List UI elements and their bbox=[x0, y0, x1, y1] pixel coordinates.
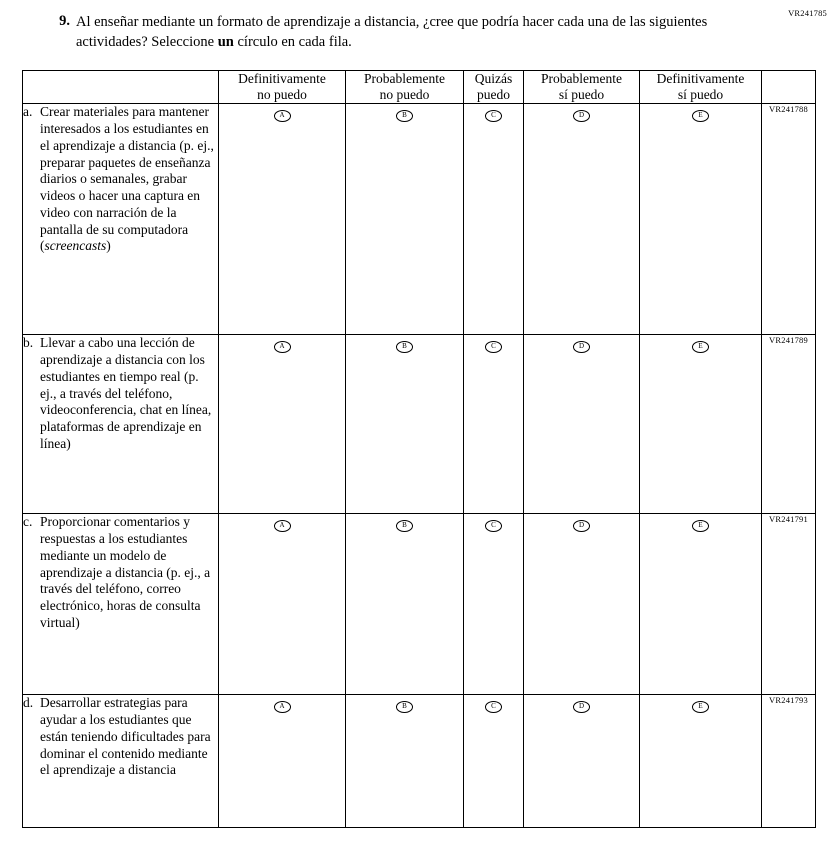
header-id-column bbox=[762, 71, 816, 104]
radio-bubble[interactable]: B bbox=[396, 520, 413, 532]
radio-bubble[interactable]: E bbox=[692, 701, 709, 713]
page-corner-id: VR241785 bbox=[788, 8, 827, 18]
response-matrix bbox=[22, 70, 816, 828]
row-b-id: VR241789 bbox=[762, 335, 816, 514]
question-number: 9. bbox=[59, 13, 70, 29]
row-c-text bbox=[40, 514, 218, 631]
row-a-option-2[interactable] bbox=[346, 104, 464, 335]
row-d-option-4[interactable] bbox=[524, 695, 640, 828]
radio-bubble[interactable]: D bbox=[573, 341, 590, 353]
header-option-1-line2: no puedo bbox=[257, 87, 307, 103]
header-option-3-line2: puedo bbox=[477, 87, 510, 103]
header-option-5-line1: Definitivamente bbox=[656, 71, 745, 86]
row-d-option-3[interactable] bbox=[464, 695, 524, 828]
row-a-text-part1: Crear materiales para mantener interesados a los estudiantes en el aprendizaje a distancia (p. ej., preparar paquetes de enseñanza diarios o semanales, grabar videos o hacer una captura en video con narración de la pantalla de su computadora ( bbox=[40, 104, 214, 254]
radio-bubble[interactable]: B bbox=[396, 701, 413, 713]
header-option-1-line1: Definitivamente bbox=[238, 71, 326, 86]
row-c-option-5[interactable] bbox=[640, 514, 762, 695]
row-b-option-3[interactable] bbox=[464, 335, 524, 514]
header-option-4-line1: Probablemente bbox=[541, 71, 622, 86]
radio-bubble[interactable]: E bbox=[692, 520, 709, 532]
row-d-text-part1: Desarrollar estrategias para ayudar a los estudiantes que están teniendo dificultades para dominar el contenido mediante el aprendizaje a distancia bbox=[40, 695, 211, 778]
radio-bubble[interactable]: D bbox=[573, 110, 590, 122]
header-item-column bbox=[23, 71, 219, 104]
row-a-option-5[interactable] bbox=[640, 104, 762, 335]
radio-bubble[interactable]: D bbox=[573, 520, 590, 532]
radio-bubble[interactable]: C bbox=[485, 520, 502, 532]
row-a-option-4[interactable] bbox=[524, 104, 640, 335]
header-option-3-line1: Quizás bbox=[474, 71, 513, 86]
radio-bubble[interactable]: C bbox=[485, 701, 502, 713]
row-a-text-italic: screencasts bbox=[44, 238, 107, 254]
row-a-option-1[interactable] bbox=[219, 104, 346, 335]
header-option-4 bbox=[524, 71, 640, 104]
row-c-option-2[interactable] bbox=[346, 514, 464, 695]
radio-bubble[interactable]: C bbox=[485, 341, 502, 353]
radio-bubble[interactable]: A bbox=[274, 110, 291, 122]
row-d-option-5[interactable] bbox=[640, 695, 762, 828]
row-d-item bbox=[23, 695, 219, 828]
row-b-text-part1: Llevar a cabo una lección de aprendizaje a distancia con los estudiantes en tiempo real (p. ej., a través del teléfono, videoconferencia, chat en línea, plataformas de aprendizaje en línea) bbox=[40, 335, 212, 451]
radio-bubble[interactable]: E bbox=[692, 341, 709, 353]
header-option-1 bbox=[219, 71, 346, 104]
row-b-option-1[interactable] bbox=[219, 335, 346, 514]
matrix-header-row bbox=[23, 71, 816, 104]
row-a-item bbox=[23, 104, 219, 335]
header-option-2-line2: no puedo bbox=[379, 87, 430, 103]
table-row bbox=[23, 514, 816, 695]
table-row bbox=[23, 695, 816, 828]
radio-bubble[interactable]: A bbox=[274, 520, 291, 532]
header-option-3 bbox=[464, 71, 524, 104]
table-row bbox=[23, 104, 816, 335]
question-text-part1: Al enseñar mediante un formato de aprendizaje a distancia, ¿cree que podría hacer cada una de las siguientes actividades? Seleccione bbox=[76, 14, 708, 50]
row-b-letter: b. bbox=[23, 335, 34, 351]
row-c-text-part1: Proporcionar comentarios y respuestas a los estudiantes mediante un modelo de aprendizaje a distancia (p. ej., a través del teléfono, correo electrónico, horas de consulta virtual) bbox=[40, 514, 211, 630]
header-option-2 bbox=[346, 71, 464, 104]
radio-bubble[interactable]: B bbox=[396, 110, 413, 122]
question-text-part2: círculo en cada fila. bbox=[233, 34, 352, 50]
header-option-5 bbox=[640, 71, 762, 104]
radio-bubble[interactable]: E bbox=[692, 110, 709, 122]
row-d-id: VR241793 bbox=[762, 695, 816, 828]
row-b-option-5[interactable] bbox=[640, 335, 762, 514]
question-block bbox=[48, 12, 748, 52]
question-text bbox=[76, 12, 748, 52]
row-d-text bbox=[40, 695, 218, 779]
row-d-letter: d. bbox=[23, 695, 34, 711]
header-option-5-line2: sí puedo bbox=[677, 87, 724, 103]
row-a-id: VR241788 bbox=[762, 104, 816, 335]
row-a-text-part2: ) bbox=[106, 238, 111, 254]
row-b-text bbox=[40, 335, 218, 452]
row-d-option-1[interactable] bbox=[219, 695, 346, 828]
row-b-option-2[interactable] bbox=[346, 335, 464, 514]
header-option-2-line1: Probablemente bbox=[364, 71, 445, 86]
radio-bubble[interactable]: A bbox=[274, 701, 291, 713]
row-a-text bbox=[40, 104, 218, 255]
row-a-letter: a. bbox=[23, 104, 33, 120]
radio-bubble[interactable]: C bbox=[485, 110, 502, 122]
radio-bubble[interactable]: D bbox=[573, 701, 590, 713]
row-c-option-3[interactable] bbox=[464, 514, 524, 695]
row-b-option-4[interactable] bbox=[524, 335, 640, 514]
row-c-item bbox=[23, 514, 219, 695]
header-option-4-line2: sí puedo bbox=[558, 87, 605, 103]
radio-bubble[interactable]: A bbox=[274, 341, 291, 353]
radio-bubble[interactable]: B bbox=[396, 341, 413, 353]
row-a-option-3[interactable] bbox=[464, 104, 524, 335]
question-text-bold: un bbox=[217, 34, 234, 50]
row-c-option-4[interactable] bbox=[524, 514, 640, 695]
row-b-item bbox=[23, 335, 219, 514]
row-c-letter: c. bbox=[23, 514, 33, 530]
row-d-option-2[interactable] bbox=[346, 695, 464, 828]
table-row bbox=[23, 335, 816, 514]
row-c-id: VR241791 bbox=[762, 514, 816, 695]
row-c-option-1[interactable] bbox=[219, 514, 346, 695]
